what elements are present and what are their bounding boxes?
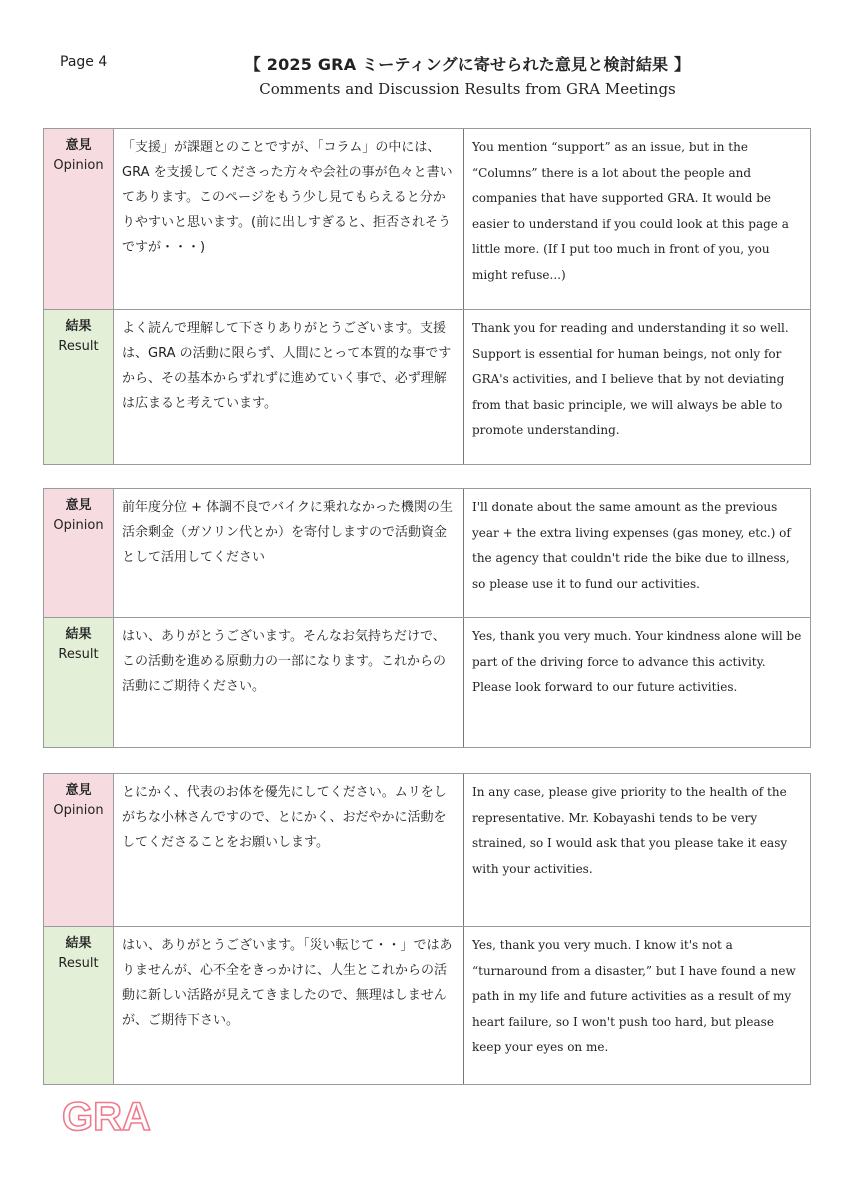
entry-block-1 [43,128,811,465]
result-label-en: Result [58,956,99,971]
gra-logo-text: GRA [62,1095,151,1138]
opinion-label-en: Opinion [53,158,104,173]
opinion-label-cell [44,489,114,617]
page-title-en: Comments and Discussion Results from GRA Meetings [259,80,676,98]
page-label: Page 4 [60,54,108,70]
result-row [44,617,810,747]
opinion-text-jp: 「支援」が課題とのことですが、「コラム」の中には、GRA を支援してくださった方々や会社の事が色々と書いてあります。このページをもう少し見てもらえると分かりやすいと思います。(前に出しすぎると、拒否されそうですが・・・) [114,129,464,309]
opinion-text-en: You mention “support” as an issue, but in the “Columns” there is a lot about the people and companies that have supported GRA. It would be easier to understand if you could look at this page a little more. (If I put too much in front of you, you might refuse...) [472,140,789,282]
opinion-label-en: Opinion [53,518,104,533]
result-row [44,309,810,464]
result-text-en: Yes, thank you very much. I know it's not a “turnaround from a disaster,” but I have found a new path in my life and future activities as a result of my heart failure, so I won't push too hard, but please keep your eyes on me. [472,938,796,1055]
opinion-label-en: Opinion [53,803,104,818]
result-label-cell [44,927,114,1084]
opinion-text-jp: とにかく、代表のお体を優先にしてください。ムリをしがちな小林さんですので、とにかく、おだやかに活動をしてくださることをお願いします。 [114,774,464,926]
opinion-row [44,774,810,926]
result-text-jp: はい、ありがとうございます。「災い転じて・・」ではありませんが、心不全をきっかけに、人生とこれからの活動に新しい活路が見えてきましたので、無理はしませんが、ご期待下さい。 [114,927,464,1084]
opinion-row [44,129,810,309]
result-label-cell [44,310,114,464]
opinion-label-jp: 意見 [65,138,92,153]
result-label-en: Result [58,339,99,354]
gra-logo [60,1092,160,1138]
opinion-text-en: In any case, please give priority to the health of the representative. Mr. Kobayashi tends to be very strained, so I would ask that you please take it easy with your activities. [472,785,788,876]
result-label-jp: 結果 [65,319,92,334]
result-label-jp: 結果 [65,627,92,642]
opinion-label-jp: 意見 [65,783,92,798]
opinion-label-cell [44,774,114,926]
opinion-row [44,489,810,617]
result-row [44,926,810,1084]
result-text-en: Yes, thank you very much. Your kindness alone will be part of the driving force to advance this activity. Please look forward to our future activities. [472,629,802,695]
entry-block-3 [43,773,811,1085]
result-label-jp: 結果 [65,936,92,951]
result-text-jp: はい、ありがとうございます。そんなお気持ちだけで、この活動を進める原動力の一部になります。これからの活動にご期待ください。 [114,618,464,747]
opinion-text-jp: 前年度分位 + 体調不良でバイクに乗れなかった機関の生活余剰金（ガソリン代とか）を寄付しますので活動資金として活用してください [114,489,464,617]
result-label-cell [44,618,114,747]
entry-block-2 [43,488,811,748]
result-label-en: Result [58,647,99,662]
opinion-label-jp: 意見 [65,498,92,513]
page-title-jp: 【 2025 GRA ミーティングに寄せられた意見と検討結果 】 [244,55,691,74]
result-text-jp: よく読んで理解して下さりありがとうございます。支援は、GRA の活動に限らず、人間にとって本質的な事ですから、その基本からずれずに進めていく事で、必ず理解は広まると考えています。 [114,310,464,464]
opinion-label-cell [44,129,114,309]
opinion-text-en: I'll donate about the same amount as the previous year + the extra living expenses (gas money, etc.) of the agency that couldn't ride the bike due to illness, so please use it to fund our activities. [472,500,791,591]
result-text-en: Thank you for reading and understanding it so well. Support is essential for human beings, not only for GRA's activities, and I believe that by not deviating from that basic principle, we will always be able to promote understanding. [472,321,789,438]
